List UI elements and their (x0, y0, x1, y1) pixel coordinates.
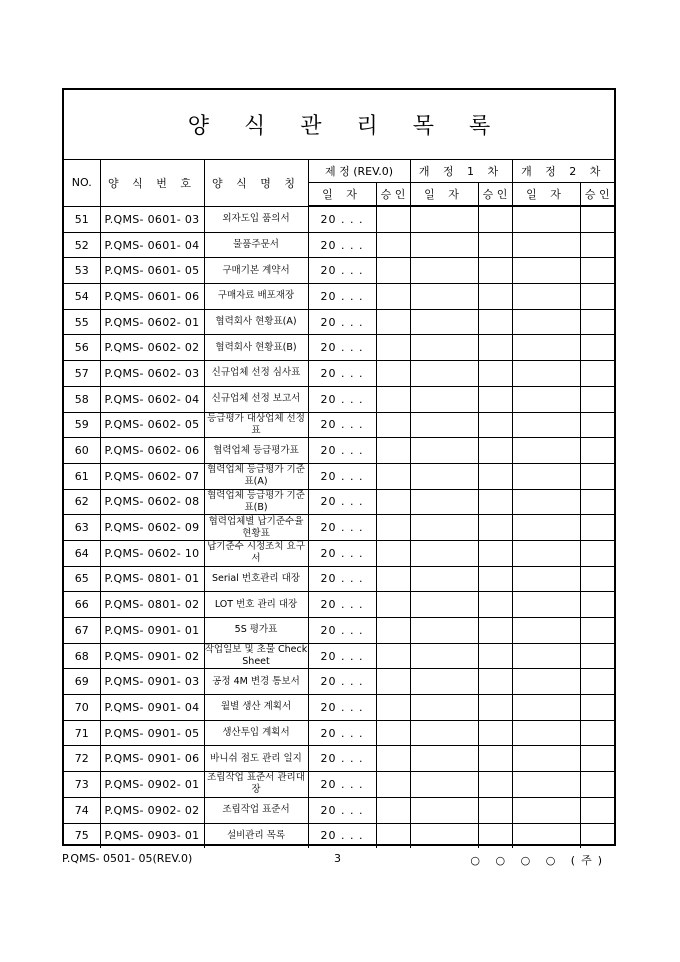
row-rev2-date (512, 720, 580, 746)
row-rev1-approval (478, 361, 512, 387)
row-form-code: P.QMS- 0801- 01 (100, 566, 204, 592)
row-rev0-date: 20 . . . (308, 232, 376, 258)
footer-company: ○ ○ ○ ○ (주) (470, 854, 608, 867)
row-rev1-date (410, 540, 478, 566)
table-row (64, 206, 614, 232)
table-row (64, 438, 614, 464)
row-rev0-date: 20 . . . (308, 438, 376, 464)
row-rev0-approval (376, 669, 410, 695)
row-rev1-approval (478, 284, 512, 310)
row-form-code: P.QMS- 0902- 01 (100, 772, 204, 798)
row-rev0-approval (376, 489, 410, 515)
row-rev2-approval (580, 772, 614, 798)
row-rev1-approval (478, 797, 512, 823)
row-rev2-approval (580, 258, 614, 284)
row-number: 62 (64, 489, 100, 515)
table-row (64, 746, 614, 772)
row-rev1-date (410, 361, 478, 387)
row-rev2-approval (580, 823, 614, 848)
row-rev2-approval (580, 206, 614, 232)
row-rev0-date: 20 . . . (308, 643, 376, 669)
table-row (64, 284, 614, 310)
row-rev1-date (410, 669, 478, 695)
row-form-code: P.QMS- 0602- 10 (100, 540, 204, 566)
page-title: 양 식 관 리 목 록 (187, 114, 505, 139)
row-rev2-date (512, 643, 580, 669)
row-rev0-date: 20 . . . (308, 772, 376, 798)
form-frame (62, 88, 616, 846)
row-rev2-date (512, 515, 580, 541)
row-rev2-date (512, 489, 580, 515)
row-number: 67 (64, 618, 100, 644)
title-row (64, 90, 614, 160)
row-number: 64 (64, 540, 100, 566)
row-rev1-date (410, 566, 478, 592)
header-rev0-date: 일 자 (308, 183, 376, 207)
row-form-name: 협력업체 등급평가 기준표(B) (204, 489, 308, 515)
row-rev2-date (512, 438, 580, 464)
footer-doc-code: P.QMS- 0501- 05(REV.0) (62, 852, 193, 865)
row-number: 53 (64, 258, 100, 284)
row-form-code: P.QMS- 0602- 07 (100, 463, 204, 489)
table-row (64, 412, 614, 438)
table-row (64, 618, 614, 644)
row-rev0-date: 20 . . . (308, 489, 376, 515)
row-rev0-date: 20 . . . (308, 592, 376, 618)
row-number: 69 (64, 669, 100, 695)
row-rev0-approval (376, 643, 410, 669)
row-rev0-approval (376, 695, 410, 721)
row-rev2-date (512, 823, 580, 848)
row-form-name: 협력업체 등급평가표 (204, 438, 308, 464)
row-rev0-approval (376, 797, 410, 823)
row-rev1-approval (478, 540, 512, 566)
row-rev1-date (410, 232, 478, 258)
header-rev1-date: 일 자 (410, 183, 478, 207)
row-rev0-approval (376, 335, 410, 361)
row-rev2-date (512, 309, 580, 335)
row-form-code: P.QMS- 0602- 02 (100, 335, 204, 361)
row-form-name: LOT 번호 관리 대장 (204, 592, 308, 618)
row-rev0-approval (376, 232, 410, 258)
row-rev0-approval (376, 592, 410, 618)
row-number: 65 (64, 566, 100, 592)
row-rev2-date (512, 361, 580, 387)
row-rev1-approval (478, 258, 512, 284)
row-rev2-approval (580, 463, 614, 489)
row-rev1-date (410, 720, 478, 746)
row-rev1-date (410, 206, 478, 232)
row-rev2-approval (580, 309, 614, 335)
row-rev2-date (512, 695, 580, 721)
row-rev2-approval (580, 746, 614, 772)
footer-page-number: 3 (334, 852, 341, 865)
table-row (64, 258, 614, 284)
row-rev0-date: 20 . . . (308, 412, 376, 438)
row-rev0-date: 20 . . . (308, 284, 376, 310)
row-rev2-approval (580, 515, 614, 541)
row-rev2-date (512, 258, 580, 284)
row-rev0-date: 20 . . . (308, 797, 376, 823)
row-form-name: 등급평가 대상업체 선정표 (204, 412, 308, 438)
row-number: 58 (64, 386, 100, 412)
table-row (64, 489, 614, 515)
row-rev2-approval (580, 335, 614, 361)
row-rev0-approval (376, 284, 410, 310)
row-rev0-approval (376, 746, 410, 772)
row-rev2-date (512, 592, 580, 618)
row-rev1-date (410, 618, 478, 644)
table-row (64, 463, 614, 489)
header-rev2: 개 정 2 차 (512, 160, 614, 183)
table-row (64, 669, 614, 695)
table-row (64, 566, 614, 592)
row-rev1-date (410, 438, 478, 464)
row-rev2-date (512, 746, 580, 772)
row-form-name: 신규업체 선정 보고서 (204, 386, 308, 412)
row-rev1-date (410, 309, 478, 335)
row-form-code: P.QMS- 0602- 04 (100, 386, 204, 412)
row-rev1-date (410, 386, 478, 412)
table-row (64, 540, 614, 566)
row-rev0-date: 20 . . . (308, 618, 376, 644)
row-rev0-date: 20 . . . (308, 669, 376, 695)
row-rev1-date (410, 515, 478, 541)
row-rev2-date (512, 206, 580, 232)
row-form-name: 월별 생산 계획서 (204, 695, 308, 721)
row-form-code: P.QMS- 0601- 04 (100, 232, 204, 258)
row-number: 73 (64, 772, 100, 798)
header-no: NO. (64, 160, 100, 206)
row-rev1-date (410, 592, 478, 618)
row-number: 55 (64, 309, 100, 335)
row-number: 74 (64, 797, 100, 823)
row-rev0-date: 20 . . . (308, 720, 376, 746)
row-rev2-date (512, 618, 580, 644)
row-form-name: 협력업체별 납기준수율현황표 (204, 515, 308, 541)
row-rev0-date: 20 . . . (308, 361, 376, 387)
row-form-name: 신규업체 선정 심사표 (204, 361, 308, 387)
row-rev2-date (512, 335, 580, 361)
row-rev1-approval (478, 463, 512, 489)
row-number: 59 (64, 412, 100, 438)
row-form-name: 조립작업 표준서 (204, 797, 308, 823)
row-form-name: 조립작업 표준서 관리대장 (204, 772, 308, 798)
row-rev1-approval (478, 566, 512, 592)
row-rev2-date (512, 669, 580, 695)
row-rev2-approval (580, 618, 614, 644)
row-form-name: 바니쉬 점도 관리 일지 (204, 746, 308, 772)
row-rev0-approval (376, 566, 410, 592)
row-rev2-date (512, 540, 580, 566)
row-rev1-date (410, 489, 478, 515)
row-rev0-approval (376, 309, 410, 335)
header-rev1-approval: 승 인 (478, 183, 512, 207)
form-table (64, 160, 614, 848)
row-rev2-approval (580, 438, 614, 464)
row-form-name: 작업일보 및 초물 Check Sheet (204, 644, 308, 668)
row-form-code: P.QMS- 0602- 06 (100, 438, 204, 464)
table-row (64, 335, 614, 361)
header-form-name: 양 식 명 칭 (204, 160, 308, 206)
row-rev1-date (410, 746, 478, 772)
row-form-code: P.QMS- 0901- 03 (100, 669, 204, 695)
table-row (64, 823, 614, 848)
row-number: 71 (64, 720, 100, 746)
row-form-name: 구매자료 배포재장 (204, 284, 308, 310)
row-form-code: P.QMS- 0602- 03 (100, 361, 204, 387)
row-number: 54 (64, 284, 100, 310)
table-row (64, 592, 614, 618)
row-rev1-approval (478, 412, 512, 438)
row-number: 57 (64, 361, 100, 387)
row-rev1-date (410, 412, 478, 438)
row-rev0-approval (376, 720, 410, 746)
row-form-name: 협력회사 현황표(A) (204, 309, 308, 335)
table-row (64, 772, 614, 798)
row-rev0-date: 20 . . . (308, 823, 376, 848)
row-rev1-date (410, 284, 478, 310)
row-rev1-approval (478, 515, 512, 541)
row-rev1-approval (478, 695, 512, 721)
row-form-code: P.QMS- 0601- 03 (100, 206, 204, 232)
row-number: 61 (64, 463, 100, 489)
row-number: 68 (64, 643, 100, 669)
row-rev0-date: 20 . . . (308, 695, 376, 721)
row-form-code: P.QMS- 0801- 02 (100, 592, 204, 618)
row-rev2-approval (580, 284, 614, 310)
row-rev2-date (512, 232, 580, 258)
row-rev0-approval (376, 258, 410, 284)
header-rev0: 제 정 (REV.0) (308, 160, 410, 183)
row-rev0-date: 20 . . . (308, 335, 376, 361)
row-number: 60 (64, 438, 100, 464)
row-form-code: P.QMS- 0901- 04 (100, 695, 204, 721)
header-row-1 (64, 160, 614, 183)
row-rev0-date: 20 . . . (308, 309, 376, 335)
row-rev0-approval (376, 823, 410, 848)
row-rev2-date (512, 284, 580, 310)
row-rev2-approval (580, 386, 614, 412)
row-rev2-approval (580, 797, 614, 823)
row-rev1-approval (478, 592, 512, 618)
row-form-name: 설비관리 목록 (204, 823, 308, 848)
row-rev2-date (512, 386, 580, 412)
row-rev1-date (410, 643, 478, 669)
row-rev1-approval (478, 720, 512, 746)
row-rev2-approval (580, 643, 614, 669)
row-rev0-approval (376, 618, 410, 644)
row-rev2-approval (580, 695, 614, 721)
footer (62, 852, 616, 868)
row-rev2-date (512, 797, 580, 823)
row-rev1-approval (478, 823, 512, 848)
row-rev0-date: 20 . . . (308, 540, 376, 566)
row-form-name: 5S 평가표 (204, 618, 308, 644)
row-form-name: 협력회사 현황표(B) (204, 335, 308, 361)
row-rev0-date: 20 . . . (308, 386, 376, 412)
row-rev1-approval (478, 669, 512, 695)
row-rev2-date (512, 566, 580, 592)
table-row (64, 361, 614, 387)
table-row (64, 232, 614, 258)
row-rev0-approval (376, 412, 410, 438)
row-form-name: 생산투입 계획서 (204, 720, 308, 746)
table-row (64, 309, 614, 335)
row-rev1-approval (478, 489, 512, 515)
row-number: 66 (64, 592, 100, 618)
row-form-code: P.QMS- 0602- 01 (100, 309, 204, 335)
row-form-code: P.QMS- 0901- 02 (100, 643, 204, 669)
table-row (64, 643, 614, 669)
row-form-code: P.QMS- 0901- 06 (100, 746, 204, 772)
row-rev1-date (410, 695, 478, 721)
row-rev0-date: 20 . . . (308, 746, 376, 772)
row-rev1-approval (478, 438, 512, 464)
row-rev0-approval (376, 438, 410, 464)
row-rev2-approval (580, 489, 614, 515)
row-rev1-date (410, 823, 478, 848)
header-rev0-approval: 승 인 (376, 183, 410, 207)
row-rev2-approval (580, 592, 614, 618)
table-row (64, 386, 614, 412)
row-rev1-approval (478, 206, 512, 232)
row-number: 75 (64, 823, 100, 848)
row-rev1-approval (478, 746, 512, 772)
row-form-code: P.QMS- 0903- 01 (100, 823, 204, 848)
table-row (64, 515, 614, 541)
row-form-name: 물품주문서 (204, 232, 308, 258)
row-rev0-date: 20 . . . (308, 463, 376, 489)
row-form-name: 공정 4M 변경 통보서 (204, 669, 308, 695)
row-number: 51 (64, 206, 100, 232)
row-form-code: P.QMS- 0602- 05 (100, 412, 204, 438)
table-row (64, 797, 614, 823)
table-row (64, 695, 614, 721)
row-form-name: 협력업체 등급평가 기준표(A) (204, 463, 308, 489)
row-number: 72 (64, 746, 100, 772)
row-rev1-date (410, 797, 478, 823)
row-form-name: 외자도입 품의서 (204, 206, 308, 232)
header-rev2-approval: 승 인 (580, 183, 614, 207)
row-form-code: P.QMS- 0602- 09 (100, 515, 204, 541)
row-rev2-approval (580, 412, 614, 438)
row-form-name: 구매기본 계약서 (204, 258, 308, 284)
row-form-code: P.QMS- 0602- 08 (100, 489, 204, 515)
row-form-code: P.QMS- 0902- 02 (100, 797, 204, 823)
row-rev2-date (512, 772, 580, 798)
row-rev0-approval (376, 386, 410, 412)
row-form-name: Serial 번호관리 대장 (204, 566, 308, 592)
row-rev0-approval (376, 515, 410, 541)
header-rev2-date: 일 자 (512, 183, 580, 207)
row-rev1-approval (478, 335, 512, 361)
row-rev2-date (512, 463, 580, 489)
row-rev0-approval (376, 772, 410, 798)
row-rev0-date: 20 . . . (308, 515, 376, 541)
table-row (64, 720, 614, 746)
row-rev0-approval (376, 463, 410, 489)
row-rev0-approval (376, 206, 410, 232)
row-rev2-approval (580, 540, 614, 566)
header-rev1: 개 정 1 차 (410, 160, 512, 183)
row-rev0-date: 20 . . . (308, 258, 376, 284)
row-rev0-approval (376, 540, 410, 566)
row-rev1-approval (478, 618, 512, 644)
row-number: 52 (64, 232, 100, 258)
row-rev2-approval (580, 232, 614, 258)
row-form-code: P.QMS- 0601- 06 (100, 284, 204, 310)
row-rev1-date (410, 463, 478, 489)
row-number: 63 (64, 515, 100, 541)
row-rev0-date: 20 . . . (308, 206, 376, 232)
row-rev1-approval (478, 309, 512, 335)
row-rev1-approval (478, 643, 512, 669)
row-rev2-approval (580, 720, 614, 746)
row-form-code: P.QMS- 0901- 01 (100, 618, 204, 644)
row-rev1-approval (478, 772, 512, 798)
row-rev0-approval (376, 361, 410, 387)
row-rev1-approval (478, 232, 512, 258)
header-form-code: 양 식 번 호 (100, 160, 204, 206)
row-rev1-date (410, 772, 478, 798)
row-rev2-approval (580, 566, 614, 592)
row-number: 70 (64, 695, 100, 721)
row-number: 56 (64, 335, 100, 361)
row-rev2-date (512, 412, 580, 438)
row-rev1-approval (478, 386, 512, 412)
row-rev1-date (410, 335, 478, 361)
row-rev1-date (410, 258, 478, 284)
row-rev2-approval (580, 361, 614, 387)
row-rev2-approval (580, 669, 614, 695)
row-rev0-date: 20 . . . (308, 566, 376, 592)
row-form-name: 납기준수 시정조치 요구서 (204, 540, 308, 566)
row-form-code: P.QMS- 0901- 05 (100, 720, 204, 746)
row-form-code: P.QMS- 0601- 05 (100, 258, 204, 284)
